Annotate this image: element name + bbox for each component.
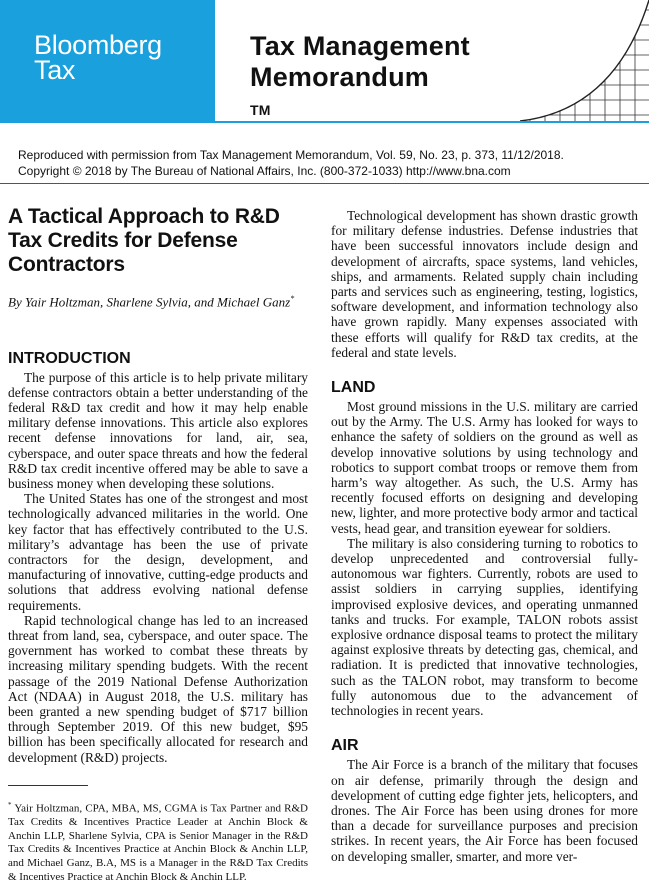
publication-title-line-2 [250,62,470,124]
section-heading-air: AIR [331,737,359,755]
publication-title-line-1: Tax Management [250,31,470,61]
logo-text [34,30,162,85]
notice-divider [0,183,649,184]
paragraph: Technological development has shown drastic growth for military defense industries. Defense industries that have been successful innovators include design and development of aircrafts, space systems, land vehicles, ships, and armaments. Related supply chain including parts and services such as engineering, testing, logistics, software development, and information technology also have grown rapidly. Many expenses associated with these efforts will qualify for R&D tax credits, at the federal and state levels. [331,208,638,360]
paragraph: The military is also considering turning to robotics to develop unprecedented and controversial fully-autonomous war fighters. Currently, robots are used to assist soldiers in carrying supplies, identifying improvised explosive devices, and operating unmanned tanks and trucks. For example, TALON robots assist explosive ordnance disposal teams to protect the military against explosive threats by detecting gas, chemical, and radiation. It is predicted that innovative technologies, such as the TALON robot, may transform to become fully autonomous due to the advancement of technologies in recent years. [331,535,638,719]
paragraph: The United States has one of the strongest and most technologically advanced militaries in the world. One key factor that has effectively contributed to the U.S. military’s advantage has been the use of private contractors for the design, development, and manufacturing of innovative, cutting-edge products and solutions that address evolving national defense requirements. [8,491,308,613]
paragraph: Most ground missions in the U.S. military are carried out by the Army. The U.S. Army has looked for ways to enhance the safety of soldiers on the ground as well as develop innovative solutions by using technology and robotics to support combat troops or remove them from harm’s way altogether. As such, the U.S. Army has recently focused efforts on designing and developing new, lighter, and more protective body armor and tactical vests, head gear, and transition eyewear for soldiers. [331,399,638,536]
trademark-mark: TM [250,102,271,118]
footnote [8,799,308,884]
header-banner [0,0,649,121]
logo-line-1: Bloomberg [34,30,162,60]
reproduction-notice [18,147,638,179]
publication-title-word: Memorandum [250,62,430,92]
article-title: A Tactical Approach to R&D Tax Credits for Defense Contractors [8,205,280,276]
byline [8,291,308,310]
bloomberg-tax-logo [0,0,215,121]
paragraph: The purpose of this article is to help private military defense contractors obtain a better understanding of the federal R&D tax credit and how it may help enable military defense innovations. This article also explores recent defense innovations for land, air, sea, cyberspace, and outer space threats and how the federal R&D tax credit incentive offered may be able to save a business money when developing these solutions. [8,369,308,491]
publication-title [250,31,470,124]
byline-footnote-mark: * [290,294,295,303]
right-column [331,208,638,864]
reproduction-line-1: Reproduced with permission from Tax Management Memorandum, Vol. 59, No. 23, p. 373, 11/12/2018. [18,148,564,162]
footnote-divider [8,785,88,786]
paragraph: The Air Force is a branch of the military that focuses on air defense, primarily through the design and development of cutting edge fighter jets, helicopters, and drones. The Air Force has been using drones for more than a decade for surveillance purposes and precision strikes. In recent years, the Air Force has been focused on developing smaller, smarter, and more ver- [331,757,638,864]
section-heading-introduction: INTRODUCTION [8,349,131,367]
logo-line-2: Tax [34,55,76,85]
left-column [8,205,308,765]
reproduction-line-2: Copyright © 2018 by The Bureau of National Affairs, Inc. (800-372-1033) http://www.bna.com [18,164,511,178]
graph-grid-art [520,0,649,121]
footnote-text: Yair Holtzman, CPA, MBA, MS, CGMA is Tax Partner and R&D Tax Credits & Incentives Practice Leader at Anchin Block & Anchin LLP, Sharlene Sylvia, CPA is Senior Manager in the R&D Tax Credits & Incentives Practice at Anchin Block & Anchin LLP, and Michael Ganz, B.A, MS is a Manager in the R&D Tax Credits & Incentives Practice at Anchin Block & Anchin LLP. [8,802,308,883]
footnote-mark: * [8,801,12,809]
banner-divider [0,121,649,123]
paragraph: Rapid technological change has led to an increased threat from land, sea, cyberspace, and outer space. The government has worked to combat these threats by increasing military spending budgets. With the recent passage of the 2019 National Defense Authorization Act (NDAA) in August 2018, the U.S. military has been granted a new spending budget of $717 billion through September 2019. Of this new budget, $95 billion has been specifically allocated for research and development (R&D) projects. [8,612,308,765]
byline-authors: By Yair Holtzman, Sharlene Sylvia, and Michael Ganz [8,294,291,310]
section-heading-land: LAND [331,379,376,397]
